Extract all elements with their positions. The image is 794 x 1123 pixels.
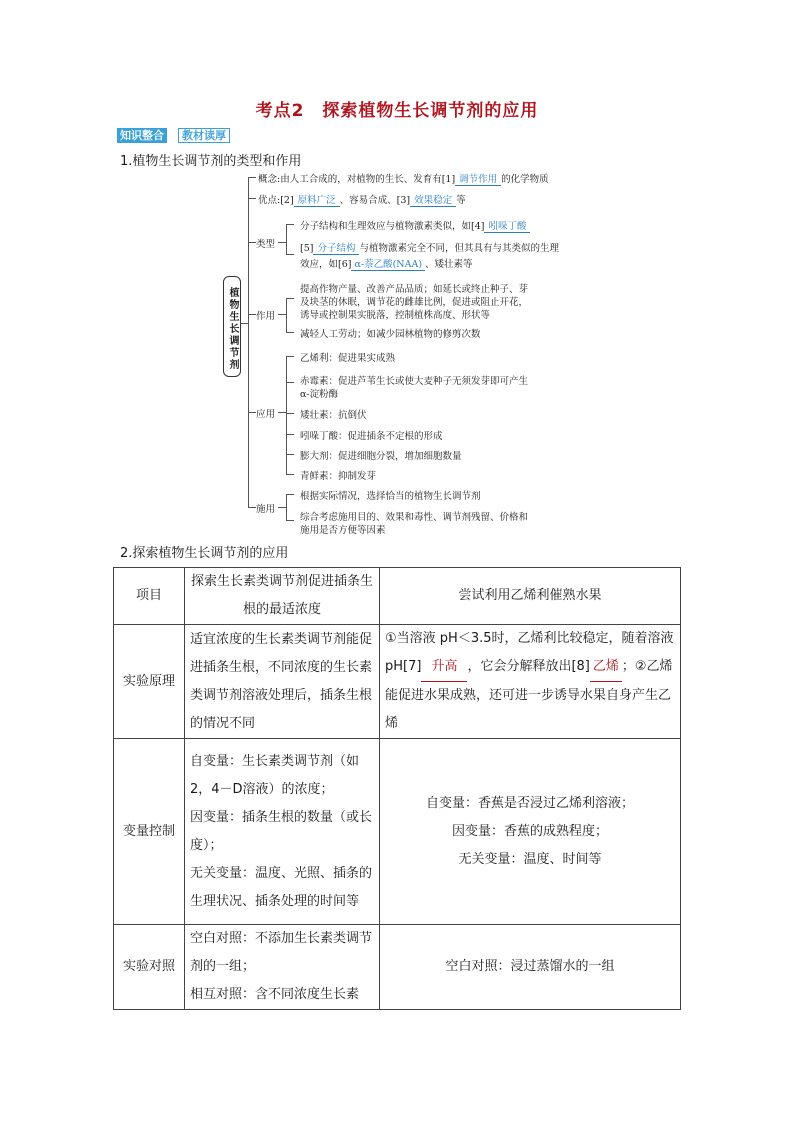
answer-2: 原料广泛 [294,192,340,207]
page-title: 考点2 探索植物生长调节剂的应用 [255,101,539,121]
table-cell: 自变量：生长素类调节剂（如2，4－D溶液）的浓度； 因变量：插条生根的数量（或长度）； 无关变量：温度、光照、插条的生理状况、插条处理的时间等 [185,739,380,925]
app-item: 乙烯利：促进果实成熟 [300,353,396,364]
app-item: 青鲜素：抑制发芽 [300,471,377,482]
app-item: 吲哚丁酸：促进插条不定根的形成 [300,431,443,442]
effect-line-4: 减轻人工劳动；如减少园林植物的修剪次数 [300,329,481,340]
table-header-cell: 尝试利用乙烯利催熟水果 [380,568,681,625]
answer-8: 乙烯 [590,653,622,682]
effect-line-1: 提高作物产量、改善产品品质；如延长或终止种子、芽 [300,284,529,295]
section-heading-2: 2.探索植物生长调节剂的应用 [120,546,289,561]
type-label: 类型 [256,239,276,250]
app-label: 应用 [256,409,276,420]
row-label: 变量控制 [114,739,185,925]
use-label: 施用 [256,504,276,515]
concept-line: 概念:由人工合成的，对植物的生长、发育有[1] 调节作用 的化学物质 [258,171,549,186]
table-cell: 自变量：香蕉是否浸过乙烯利溶液； 因变量：香蕉的成熟程度； 无关变量：温度、时间等 [380,739,681,925]
badge-knowledge: 知识整合 [117,128,167,143]
use-item-2a: 综合考虑施用目的、效果和毒性、调节剂残留、价格和 [300,512,529,523]
use-item-2b: 施用是否方便等因素 [300,525,386,536]
answer-7: 升高 [421,653,467,682]
effect-line-3: 诱导或控制果实脱落，控制植株高度、形状等 [300,310,491,321]
table-cell: ①当溶液 pH＜3.5时，乙烯利比较稳定，随着溶液 pH[7] 升高 ，它会分解释放出[8] 乙烯 ；②乙烯能促进水果成熟，还可进一步诱导水果自身产生乙烯 [380,625,681,739]
answer-1: 调节作用 [455,171,501,186]
answer-5: 分子结构 [313,240,359,255]
table-row [114,739,681,925]
effect-label: 作用 [256,311,276,322]
answer-6: α-萘乙酸(NAA) [351,256,425,271]
app-item: 赤霉素：促进芦苇生长或使大麦种子无须发芽即可产生 [300,376,529,387]
table-cell: 适宜浓度的生长素类调节剂能促进插条生根，不同浓度的生长素类调节剂溶液处理后，插条生根的情况不同 [185,625,380,739]
table-header-cell: 探索生长素类调节剂促进插条生根的最适浓度 [185,568,380,625]
table-header-row [114,568,681,625]
answer-3: 效果稳定 [410,192,456,207]
table-cell: 空白对照：浸过蒸馏水的一组 [380,925,681,1010]
effect-line-2: 及块茎的休眠，调节花的雌雄比例，促进或阻止开花， [300,297,529,308]
table-cell: 空白对照：不添加生长素类调节剂的一组； 相互对照：含不同浓度生长素 [185,925,380,1010]
type-item-1: 分子结构和生理效应与植物激素类似，如[4] 吲哚丁酸 [300,218,530,233]
badge-textbook: 教材读厚 [178,128,230,143]
app-item: α-淀粉酶 [300,389,339,400]
table-header-cell: 项目 [114,568,185,625]
table-row [114,625,681,739]
advantage-line: 优点:[2] 原料广泛 、容易合成、[3] 效果稳定 等 [258,192,466,207]
mindmap-root: 植物生长调节剂 [223,276,241,377]
use-item-1: 根据实际情况，选择恰当的植物生长调节剂 [300,491,481,502]
row-label: 实验对照 [114,925,185,1010]
table-row [114,925,681,1010]
section-heading-1: 1.植物生长调节剂的类型和作用 [120,154,302,169]
type-item-2a: [5] 分子结构 与植物激素完全不同，但其具有与其类似的生理 [300,240,559,255]
app-item: 膨大剂：促进细胞分裂，增加细胞数量 [300,451,462,462]
answer-4: 吲哚丁酸 [484,218,530,233]
comparison-table [113,567,681,1010]
row-label: 实验原理 [114,625,185,739]
app-item: 矮壮素：抗倒伏 [300,410,367,421]
type-item-2b: 效应，如[6] α-萘乙酸(NAA) 、矮壮素等 [300,256,473,271]
